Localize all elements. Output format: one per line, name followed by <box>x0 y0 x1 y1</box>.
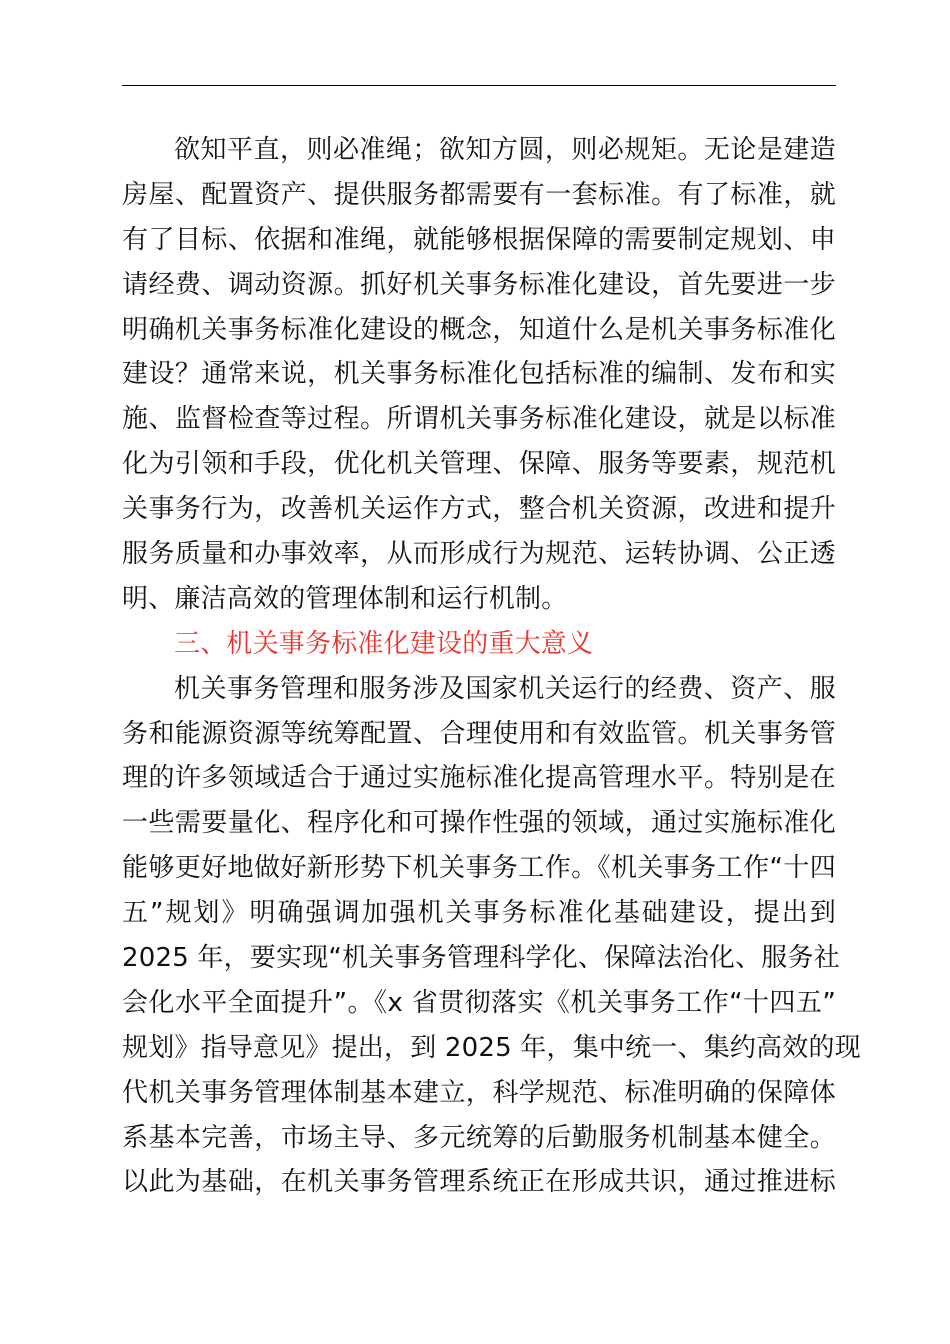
text-line: 规划》指导意见》提出，到 2025 年，集中统一、集约高效的现 <box>122 1032 861 1063</box>
text-line: 化为引领和手段，优化机关管理、保障、服务等要素，规范机 <box>122 449 836 480</box>
document-body <box>122 128 861 1205</box>
text-line: 明、廉洁高效的管理体制和运行机制。 <box>122 583 568 614</box>
text-line: 系基本完善，市场主导、多元统筹的后勤服务机制基本健全。 <box>122 1122 836 1153</box>
text-line: 一些需要量化、程序化和可操作性强的领域，通过实施标准化 <box>122 808 836 839</box>
text-line: 代机关事务管理体制基本建立，科学规范、标准明确的保障体 <box>122 1077 836 1108</box>
text-line: 会化水平全面提升”。《x 省贯彻落实《机关事务工作“十四五” <box>122 987 836 1018</box>
paragraph-1 <box>122 128 836 622</box>
header-rule <box>122 85 836 86</box>
text-line: 机关事务管理和服务涉及国家机关运行的经费、资产、服 <box>174 673 836 704</box>
text-line: 五”规划》明确强调加强机关事务标准化基础建设，提出到 <box>122 898 836 929</box>
text-line: 房屋、配置资产、提供服务都需要有一套标准。有了标准，就 <box>122 179 836 210</box>
text-line: 明确机关事务标准化建设的概念，知道什么是机关事务标准化 <box>122 314 836 345</box>
text-line: 建设？通常来说，机关事务标准化包括标准的编制、发布和实 <box>122 359 836 390</box>
text-line: 有了目标、依据和准绳，就能够根据保障的需要制定规划、申 <box>122 224 836 255</box>
text-line: 欲知平直，则必准绳；欲知方圆，则必规矩。无论是建造 <box>174 135 836 165</box>
text-line: 关事务行为，改善机关运作方式，整合机关资源，改进和提升 <box>122 494 836 525</box>
text-line: 理的许多领域适合于通过实施标准化提高管理水平。特别是在 <box>122 763 836 794</box>
text-line: 服务质量和办事效率，从而形成行为规范、运转协调、公正透 <box>122 539 836 570</box>
text-line: 施、监督检查等过程。所谓机关事务标准化建设，就是以标准 <box>122 404 836 435</box>
text-line: 请经费、调动资源。抓好机关事务标准化建设，首先要进一步 <box>122 269 836 300</box>
text-line: 务和能源资源等统筹配置、合理使用和有效监管。机关事务管 <box>122 718 836 749</box>
text-line: 以此为基础，在机关事务管理系统正在形成共识，通过推进标 <box>122 1167 836 1198</box>
text-line: 2025 年，要实现“机关事务管理科学化、保障法治化、服务社 <box>122 943 840 974</box>
paragraph-2 <box>122 667 861 1206</box>
section-heading: 三、机关事务标准化建设的重大意义 <box>174 628 594 659</box>
text-line: 能够更好地做好新形势下机关事务工作。《机关事务工作“十四 <box>122 853 836 884</box>
